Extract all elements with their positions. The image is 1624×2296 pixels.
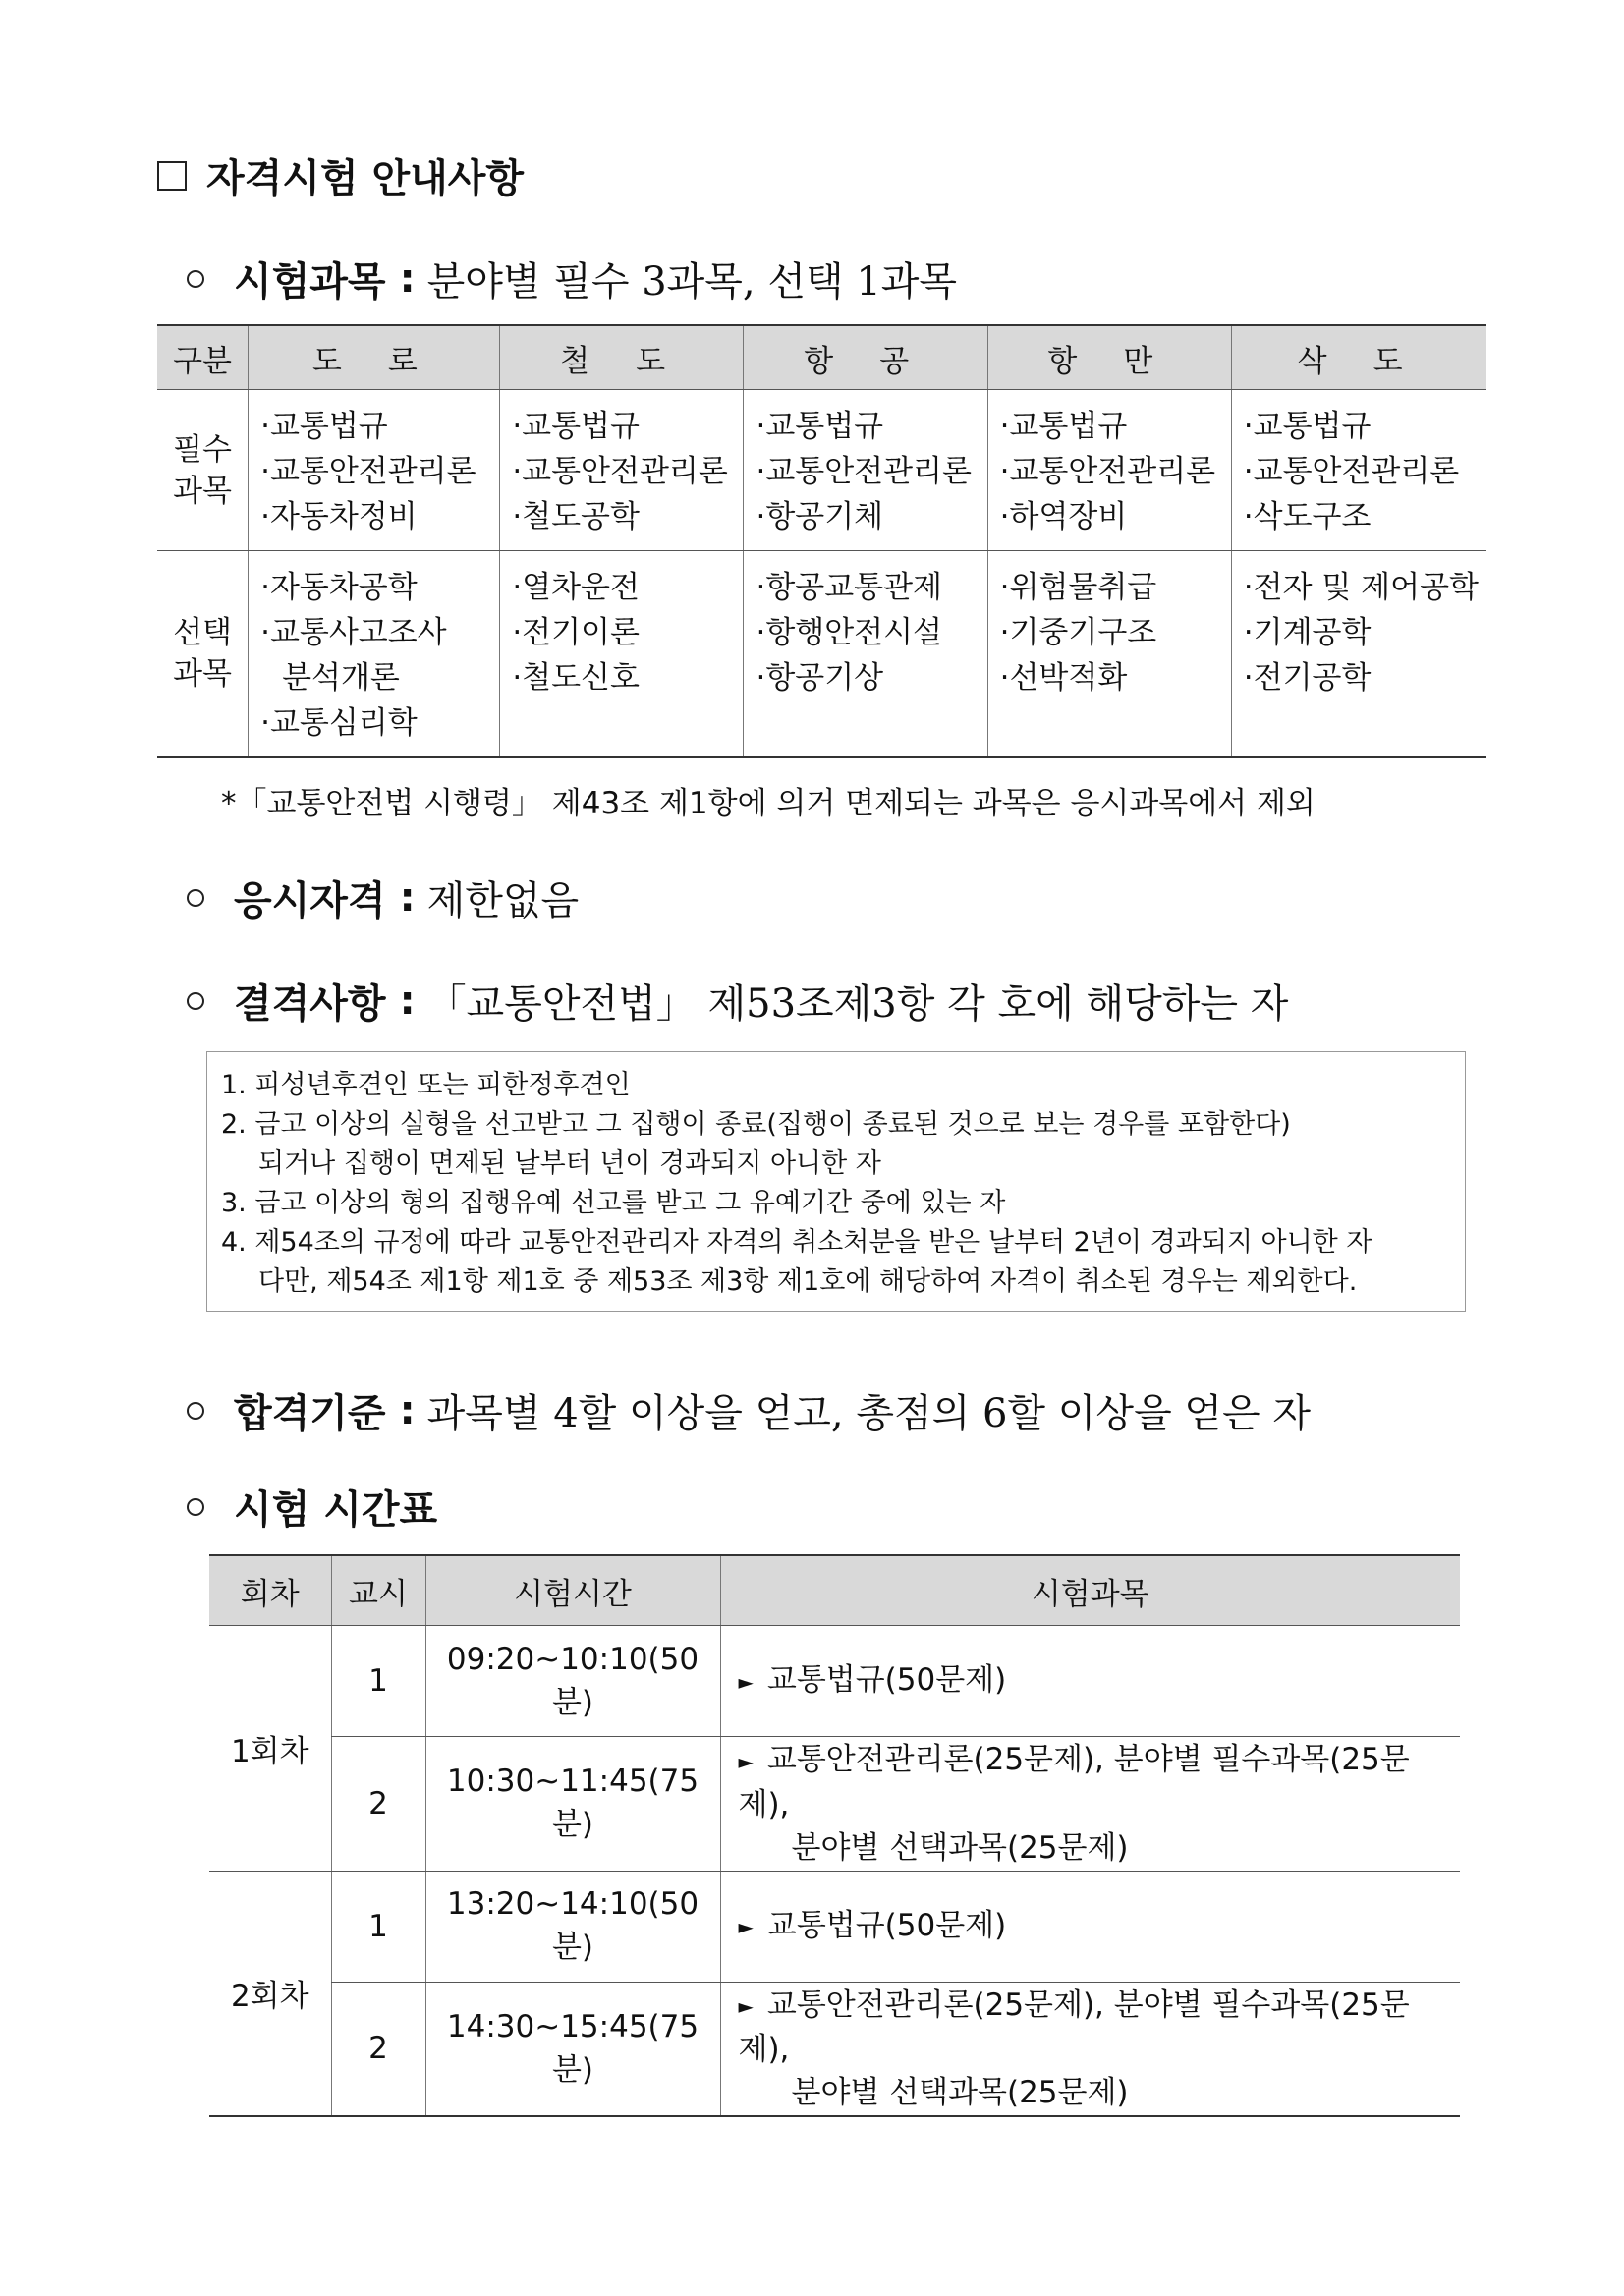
elective-row xyxy=(157,551,1486,757)
circle-bullet-icon xyxy=(187,1498,204,1516)
subjects-table-header-row xyxy=(157,325,1486,390)
checkbox-icon xyxy=(157,161,187,191)
table-row xyxy=(209,1626,1460,1737)
section-pass: 합격기준 : 과목별 4할 이상을 얻고, 총점의 6할 이상을 얻은 자 xyxy=(187,1382,1311,1438)
table-cell: ·교통법규 ·교통안전관리론 ·자동차정비 xyxy=(249,390,500,551)
triangle-bullet-icon: ► xyxy=(738,1669,754,1694)
table-cell: ·교통법규 ·교통안전관리론 ·삭도구조 xyxy=(1231,390,1486,551)
subject-cell: ► 교통법규(50문제) xyxy=(720,1871,1460,1982)
section-eligibility-head: 응시자격 xyxy=(234,878,386,924)
header-cell: 항 공 xyxy=(744,325,987,390)
schedule-table xyxy=(209,1554,1460,2117)
list-item: 3. 금고 이상의 형의 집행유예 선고를 받고 그 유예기간 중에 있는 자 xyxy=(221,1188,1006,1218)
section-eligibility-text: 제한없음 xyxy=(426,878,580,924)
section-subjects-text: 분야별 필수 3과목, 선택 1과목 xyxy=(426,259,958,305)
subject-cell: ► 교통법규(50문제) xyxy=(720,1626,1460,1737)
time-cell: 10:30~11:45(75분) xyxy=(425,1737,720,1872)
table-row xyxy=(209,1871,1460,1982)
required-label: 필수 과목 xyxy=(157,390,249,551)
header-cell: 시험과목 xyxy=(720,1555,1460,1626)
table-cell: ·항공교통관제 ·항행안전시설 ·항공기상 xyxy=(744,551,987,757)
period-cell: 2 xyxy=(331,1982,425,2116)
period-cell: 1 xyxy=(331,1871,425,1982)
round-cell: 2회차 xyxy=(209,1871,331,2116)
header-cell: 삭 도 xyxy=(1231,325,1486,390)
triangle-bullet-icon: ► xyxy=(738,1915,754,1939)
header-cell: 시험시간 xyxy=(425,1555,720,1626)
subjects-table xyxy=(157,324,1486,758)
period-cell: 1 xyxy=(331,1626,425,1737)
section-pass-head: 합격기준 xyxy=(234,1391,386,1436)
table-cell: ·열차운전 ·전기이론 ·철도신호 xyxy=(500,551,744,757)
table-cell: ·교통법규 ·교통안전관리론 ·철도공학 xyxy=(500,390,744,551)
section-subjects-head: 시험과목 xyxy=(234,259,386,305)
schedule-header-row xyxy=(209,1555,1460,1626)
page-title-text: 자격시험 안내사항 xyxy=(206,156,525,201)
page-title xyxy=(157,147,524,203)
table-cell: ·교통법규 ·교통안전관리론 ·항공기체 xyxy=(744,390,987,551)
circle-bullet-icon xyxy=(187,992,204,1010)
exemption-note: *「교통안전법 시행령」 제43조 제1항에 의거 면제되는 과목은 응시과목에서 제외 xyxy=(221,786,1316,821)
header-cell: 항 만 xyxy=(987,325,1231,390)
triangle-bullet-icon: ► xyxy=(738,1994,754,2018)
list-item: 2. 금고 이상의 실형을 선고받고 그 집행이 종료(집행이 종료된 것으로 보는 경우를 포함한다) xyxy=(221,1109,1291,1140)
section-disqualification-head: 결격사항 xyxy=(234,981,386,1027)
triangle-bullet-icon: ► xyxy=(738,1749,754,1773)
time-cell: 14:30~15:45(75분) xyxy=(425,1982,720,2116)
table-cell: ·전자 및 제어공학 ·기계공학 ·전기공학 xyxy=(1231,551,1486,757)
table-row xyxy=(209,1982,1460,2116)
section-pass-text: 과목별 4할 이상을 얻고, 총점의 6할 이상을 얻은 자 xyxy=(426,1391,1312,1436)
section-eligibility: 응시자격 : 제한없음 xyxy=(187,869,579,925)
header-cell: 구분 xyxy=(157,325,249,390)
header-cell: 철 도 xyxy=(500,325,744,390)
list-item: 되거나 집행이 면제된 날부터 년이 경과되지 아니한 자 xyxy=(258,1148,881,1179)
time-cell: 09:20~10:10(50분) xyxy=(425,1626,720,1737)
section-schedule-head: 시험 시간표 xyxy=(234,1487,438,1533)
list-item: 1. 피성년후견인 또는 피한정후견인 xyxy=(221,1070,631,1100)
header-cell: 교시 xyxy=(331,1555,425,1626)
section-disqualification-text: 「교통안전법」 제53조제3항 각 호에 해당하는 자 xyxy=(426,981,1289,1027)
elective-label: 선택 과목 xyxy=(157,551,249,757)
header-cell: 도 로 xyxy=(249,325,500,390)
time-cell: 13:20~14:10(50분) xyxy=(425,1871,720,1982)
table-cell: ·위험물취급 ·기중기구조 ·선박적화 xyxy=(987,551,1231,757)
round-cell: 1회차 xyxy=(209,1626,331,1872)
subject-cell: ► 교통안전관리론(25문제), 분야별 필수과목(25문제), 분야별 선택과목(25문제) xyxy=(720,1982,1460,2116)
list-item: 4. 제54조의 규정에 따라 교통안전관리자 자격의 취소처분을 받은 날부터 2년이 경과되지 아니한 자 xyxy=(221,1227,1372,1258)
section-subjects: 시험과목 : 분야별 필수 3과목, 선택 1과목 xyxy=(187,251,957,307)
circle-bullet-icon xyxy=(187,889,204,907)
list-item: 다만, 제54조 제1항 제1호 중 제53조 제3항 제1호에 해당하여 자격이 취소된 경우는 제외한다. xyxy=(258,1266,1358,1297)
table-cell: ·교통법규 ·교통안전관리론 ·하역장비 xyxy=(987,390,1231,551)
circle-bullet-icon xyxy=(187,1402,204,1420)
circle-bullet-icon xyxy=(187,270,204,288)
table-row xyxy=(209,1737,1460,1872)
header-cell: 회차 xyxy=(209,1555,331,1626)
disqualification-box xyxy=(206,1051,1466,1312)
period-cell: 2 xyxy=(331,1737,425,1872)
required-row xyxy=(157,390,1486,551)
subject-cell: ► 교통안전관리론(25문제), 분야별 필수과목(25문제), 분야별 선택과목(25문제) xyxy=(720,1737,1460,1872)
section-disqualification: 결격사항 : 「교통안전법」 제53조제3항 각 호에 해당하는 자 xyxy=(187,973,1288,1029)
table-cell: ·자동차공학 ·교통사고조사 분석개론 ·교통심리학 xyxy=(249,551,500,757)
section-schedule xyxy=(187,1479,437,1535)
